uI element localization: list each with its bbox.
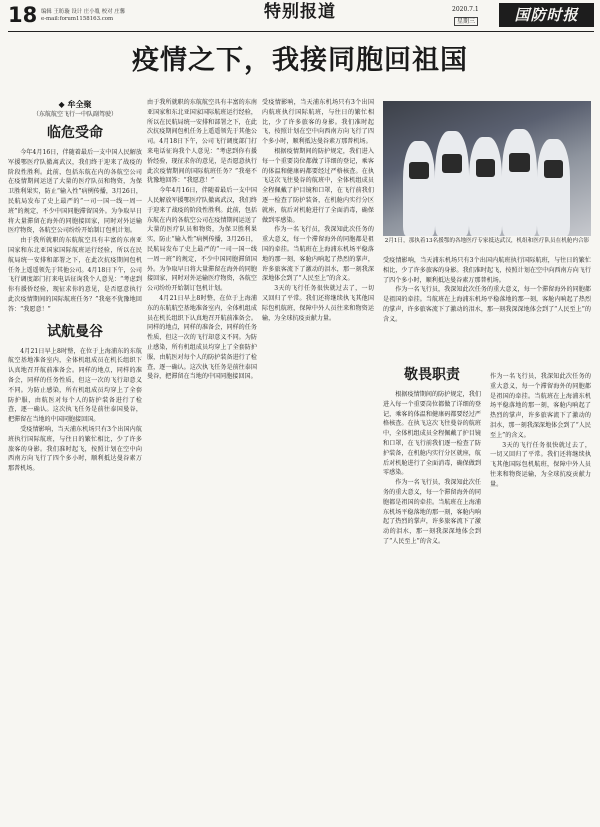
paragraph: 作为一名飞行员，我深知此次任务的重大意义，每一个滞留海外的同胞都是祖国的牵挂。当航班在上海浦东机场平稳落地的那一刻，客舱内响起了热烈的掌声，许多旅客流下了激动的泪水，那一刻我深深地体会到了“人民至上”的含义。 [383,286,591,323]
paragraph: 作为一名飞行员，我深知此次任务的重大意义，每一个滞留海外的同胞都是祖国的牵挂。当航班在上海浦东机场平稳落地的那一刻，客舱内响起了热烈的掌声，许多旅客流下了激动的泪水，那一刻我深深地体会到了“人民至上”的含义。 [490,373,591,439]
paragraph: 今年4月16日，伴随着最后一支中国人民解放军援鄂医疗队撤离武汉，我们终于迎来了战疫的阶段性胜利。此前，包括东航在内的各航空公司在疫情期间运送了大量的医疗队员和物资，为保卫胜利果实，防止“输入性”病例传播，3月26日，民航局发布了史上最严的“一司一国一线一周一班”的规定，不少中国同胞滞留国外。为争取早日将大量滞留在海外的同胞接回家，同时对外运输医疗物资，各航空公司纷纷开始制订包机计划。 [8,149,142,235]
paragraph: 4月21日早上8时整，在位于上海浦东的东航航空基地准备室内，全体机组成员在机长组织下认真地召开航前准备会。同样的地点，同样的准备会，同样的任务性质，但这一次的飞行却意义不同。为防止感染，所有机组成员均穿上了全套防护服，由航医对每个人的防护装备进行了检查，逐一确认。这次执飞任务是前往泰国曼谷，把滞留在当地的中国同胞接回国。 [147,294,257,381]
newspaper-masthead: 国防时报 [499,3,594,27]
paragraph: 根据疫情期间的防护规定，我们进入每一个重要岗位都做了详细的登记，乘客的体温和健康码都要经过严格核查。在执飞这次飞往曼谷的航班中，全体机组成员全程佩戴了护目镜和口罩，在飞行前我们逐一检查了防护装备，在机舱内实行分区就座，航后对机舱进行了全面消毒，确保做到零感染。 [383,391,481,477]
author-note: （东航航空飞行一中队副驾驶） [32,111,117,118]
person-figure [469,137,502,236]
crew-photo [383,101,591,236]
person-figure [435,131,469,236]
section-heading-3: 敬畏职责 [404,367,460,383]
article-column-3 [262,98,374,822]
article-headline: 疫情之下，我接同胞回祖国 [132,45,468,76]
paragraph: 作为一名飞行员，我深知此次任务的重大意义，每一个滞留海外的同胞都是祖国的牵挂。当航班在上海浦东机场平稳落地的那一刻，客舱内响起了热烈的掌声，许多旅客流下了激动的泪水，那一刻我深深地体会到了“人民至上”的含义。 [383,479,481,545]
paragraph: 今年4月16日，伴随着最后一支中国人民解放军援鄂医疗队撤离武汉，我们终于迎来了战疫的阶段性胜利。此前，包括东航在内的各航空公司在疫情期间运送了大量的医疗队员和物资，为保卫胜利果实，防止“输入性”病例传播，3月26日，民航局发布了史上最严的“一司一国一线一周一班”的规定，不少中国同胞滞留国外。为争取早日将大量滞留在海外的同胞接回家，同时对外运输医疗物资，各航空公司纷纷开始制订包机计划。 [147,187,257,293]
paragraph: 作为一名飞行员，我深知此次任务的重大意义，每一个滞留海外的同胞都是祖国的牵挂。当航班在上海浦东机场平稳落地的那一刻，客舱内响起了热烈的掌声，许多旅客流下了激动的泪水，那一刻我深深地体会到了“人民至上”的含义。 [262,226,374,283]
paragraph: 受疫情影响，当天浦东机场只有3个出国内航班执行国际航班，与往日的繁忙相比，少了许多旅客的身影。我们准时起飞，按照计划在空中向西南方向飞行了四个多小时，顺利抵达曼谷素万那普机场。 [383,257,591,284]
article-column-5 [383,390,481,822]
paragraph: 4月21日早上8时整，在位于上海浦东的东航航空基地准备室内，全体机组成员在机长组织下认真地召开航前准备会。同样的地点，同样的准备会，同样的任务性质，但这一次的飞行却意义不同。为防止感染，所有机组成员均穿上了全套防护服，由航医对每个人的防护装备进行了检查，逐一确认。这次执飞任务是前往泰国曼谷，把滞留在当地的中国同胞接回国。 [8,347,142,424]
article-column-1 [8,98,142,822]
section-title: 特别报道 [264,2,336,22]
email-address: e-mail:forum1158163.com [41,16,114,22]
paragraph: 3天的飞行任务很快就过去了，一切又回归了平常。我们还将继续执飞其他国际包机航班，保障中外人员往来和物资运输，为全球抗疫贡献力量。 [490,441,591,488]
article-column-6 [490,372,591,822]
person-figure [403,141,435,236]
paragraph: 3天的飞行任务很快就过去了，一切又回归了平常。我们还将继续执飞其他国际包机航班，保障中外人员往来和物资运输，为全球抗疫贡献力量。 [262,285,374,322]
section-heading-1: 临危受命 [47,125,103,141]
issue-weekday: 星期三 [452,16,478,25]
section-heading-2: 试航曼谷 [47,323,103,340]
issue-date: 2020.7.1 [452,6,479,13]
paragraph: 受疫情影响，当天浦东机场只有3个出国内航班执行国际航班，与往日的繁忙相比，少了许多旅客的身影。我们准时起飞，按照计划在空中向西南方向飞行了四个多小时，顺利抵达曼谷素万那普机场。 [262,99,374,146]
paragraph: 由于我所就职的东航航空具有丰富的东南亚国家和东北亚国家国际航班运行经验，所以在民航局统一安排和部署之下，在此次抗疫期间包机任务上遥遥领先于其他公司。4月18日下午，公司飞行调度部门打来电话征询我个人意见：“考虑到你有援侨经验，现征求你的意见，是否愿意执行此次疫情期间的国际航班任务？”我毫不犹豫地回答：“我愿意！” [8,237,142,313]
page-number: 18 [8,3,38,27]
person-figure [537,139,570,236]
article-column-4 [383,256,591,366]
photo-caption: 2月1日，那执着13名援鄂的各地医疗专家抵达武汉，机组和医疗队员在机舱内合影 [384,238,590,244]
author-name: ◆ 牟全聚 [58,99,92,109]
paragraph: 由于我所就职的东航航空具有丰富的东南亚国家和东北亚国家国际航班运行经验，所以在民航局统一安排和部署之下，在此次抗疫期间包机任务上遥遥领先于其他公司。4月18日下午，公司飞行调度部门打来电话征询我个人意见：“考虑到你有援侨经验，现征求你的意见，是否愿意执行此次疫情期间的国际航班任务？”我毫不犹豫地回答：“我愿意！” [147,99,257,185]
paragraph: 受疫情影响，当天浦东机场只有3个出国内航班执行国际航班，与往日的繁忙相比，少了许多旅客的身影。我们准时起飞，按照计划在空中向西南方向飞行了四个多小时，顺利抵达曼谷素万那普机场。 [8,425,142,473]
article-column-2 [147,98,257,822]
paragraph: 根据疫情期间的防护规定，我们进入每一个重要岗位都做了详细的登记，乘客的体温和健康码都要经过严格核查。在执飞这次飞往曼谷的航班中，全体机组成员全程佩戴了护目镜和口罩，在飞行前我们逐一检查了防护装备，在机舱内实行分区就座，航后对机舱进行了全面消毒，确保做到零感染。 [262,147,374,224]
person-figure [502,129,537,236]
header-rule [8,31,594,32]
editor-credits: 编辑 王昉璇 设计 庄小胤 校对 庄馨 [41,9,126,15]
